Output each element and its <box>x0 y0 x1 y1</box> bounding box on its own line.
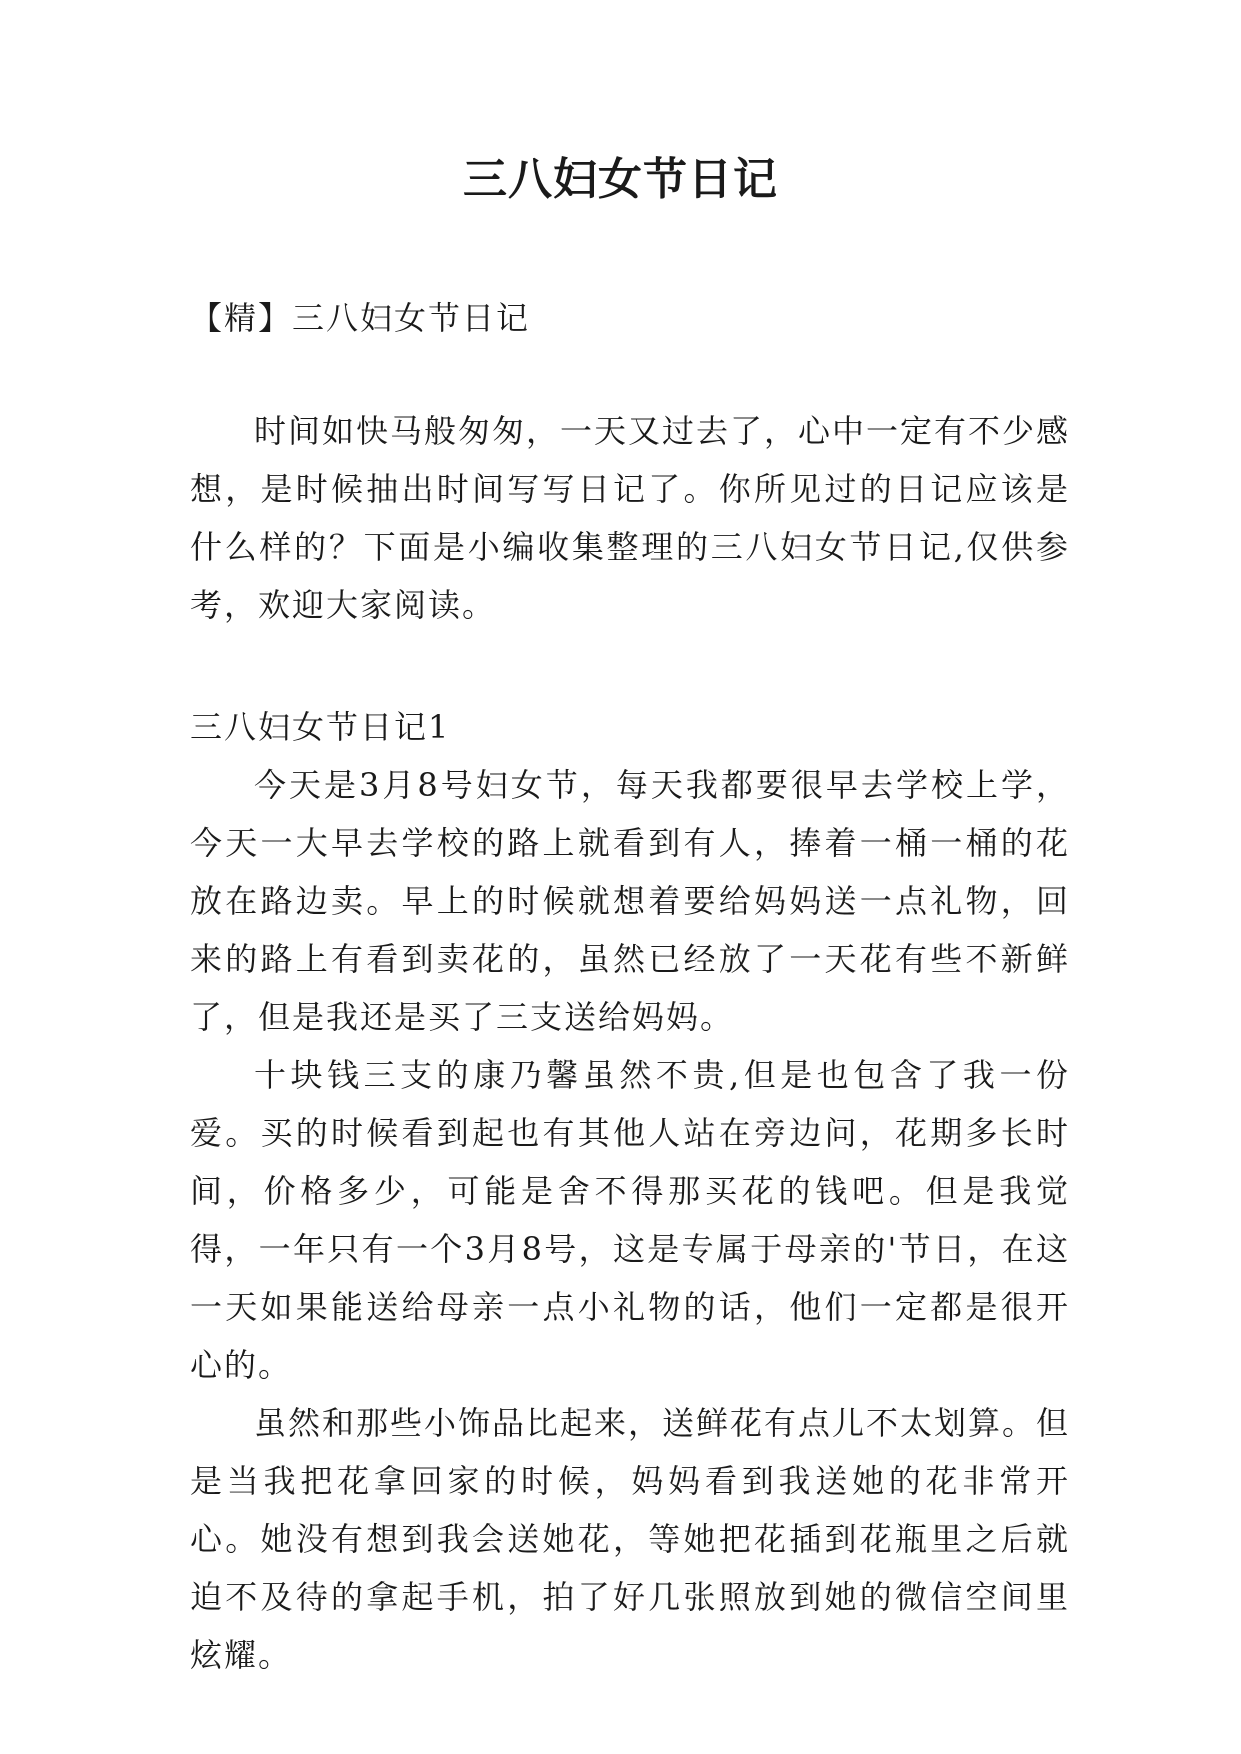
diary-section-1 <box>190 698 1070 1684</box>
diary-paragraph: 十块钱三支的康乃馨虽然不贵,但是也包含了我一份爱。买的时候看到起也有其他人站在旁边问，花期多长时间，价格多少，可能是舍不得那买花的钱吧。但是我觉得，一年只有一个3月8号，这是专属于母亲的'节日，在这一天如果能送给母亲一点小礼物的话，他们一定都是很开心的。 <box>190 1056 1070 1384</box>
section-heading: 三八妇女节日记1 <box>190 708 451 746</box>
page-title: 三八妇女节日记 <box>463 154 778 205</box>
diary-paragraph: 今天是3月8号妇女节，每天我都要很早去学校上学，今天一大早去学校的路上就看到有人，捧着一桶一桶的花放在路边卖。早上的时候就想着要给妈妈送一点礼物，回来的路上有看到卖花的，虽然已经放了一天花有些不新鲜了，但是我还是买了三支送给妈妈。 <box>190 766 1070 1036</box>
intro-section <box>190 402 1070 634</box>
document-subtitle: 【精】三八妇女节日记 <box>190 299 531 337</box>
diary-paragraph: 虽然和那些小饰品比起来，送鲜花有点儿不太划算。但是当我把花拿回家的时候，妈妈看到我送她的花非常开心。她没有想到我会送她花，等她把花插到花瓶里之后就迫不及待的拿起手机，拍了好几张照放到她的微信空间里炫耀。 <box>190 1404 1071 1674</box>
intro-paragraph: 时间如快马般匆匆，一天又过去了，心中一定有不少感想，是时候抽出时间写写日记了。你所见过的日记应该是什么样的？下面是小编收集整理的三八妇女节日记,仅供参考，欢迎大家阅读。 <box>190 412 1071 624</box>
